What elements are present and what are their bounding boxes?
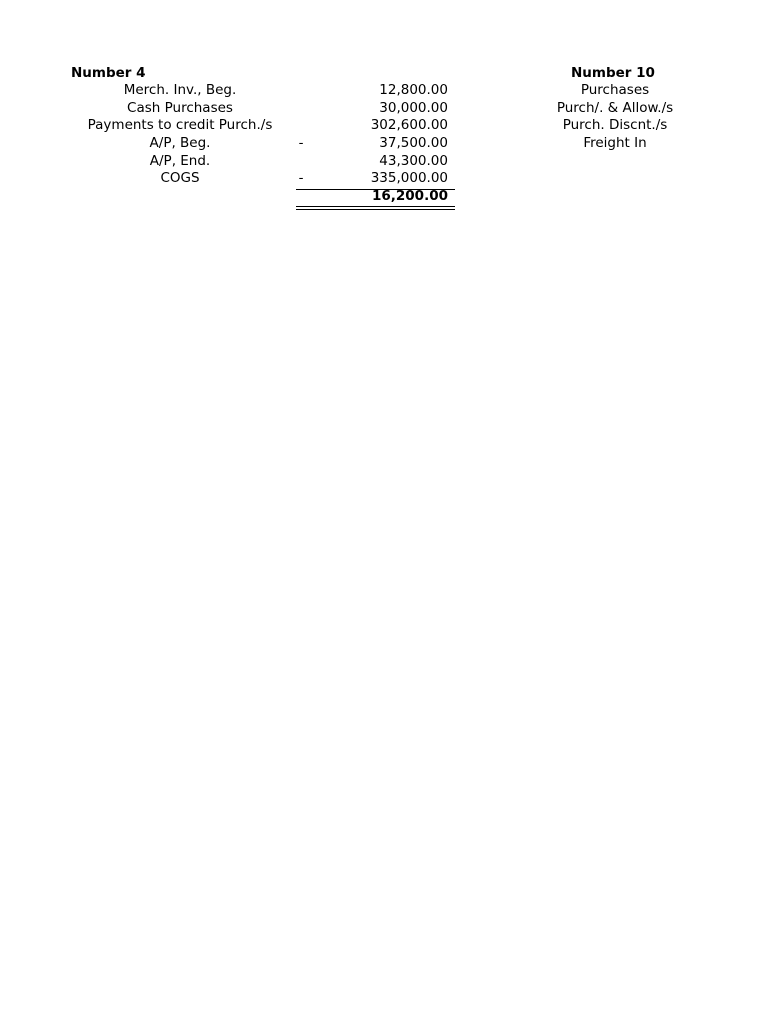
- row-label: Payments to credit Purch./s: [87, 117, 273, 134]
- right-row-label: Freight In: [583, 135, 647, 152]
- total-double-underline: [296, 206, 455, 210]
- row-amount: 335,000.00: [370, 170, 448, 187]
- right-row-label: Purchases: [580, 82, 650, 98]
- row-amount: 12,800.00: [379, 82, 448, 98]
- row-label: A/P, Beg.: [149, 135, 211, 152]
- table-row: [0, 170, 768, 188]
- table-row: [0, 82, 768, 100]
- row-label: A/P, End.: [149, 152, 211, 169]
- row-amount: 302,600.00: [370, 117, 448, 134]
- number-10-title: Number 10: [571, 65, 655, 81]
- number-4-title: Number 4: [71, 65, 146, 81]
- table-row: [0, 117, 768, 135]
- row-label: Merch. Inv., Beg.: [123, 82, 237, 98]
- table-row: [0, 100, 768, 118]
- row-label: Cash Purchases: [127, 99, 233, 116]
- right-row-label: Purch/. & Allow./s: [556, 99, 674, 116]
- computation-table: [0, 82, 768, 206]
- table-row: [0, 153, 768, 171]
- table-row: [0, 135, 768, 153]
- total-amount: 16,200.00: [371, 188, 448, 205]
- row-sign: -: [298, 135, 304, 152]
- right-row-label: Purch. Discnt./s: [562, 117, 668, 134]
- total-row: [0, 188, 768, 206]
- row-amount: 43,300.00: [379, 152, 448, 169]
- subtotal-underline: [296, 189, 455, 190]
- row-sign: -: [298, 170, 304, 187]
- row-label: COGS: [160, 170, 200, 187]
- row-amount: 30,000.00: [379, 99, 448, 116]
- row-amount: 37,500.00: [379, 135, 448, 152]
